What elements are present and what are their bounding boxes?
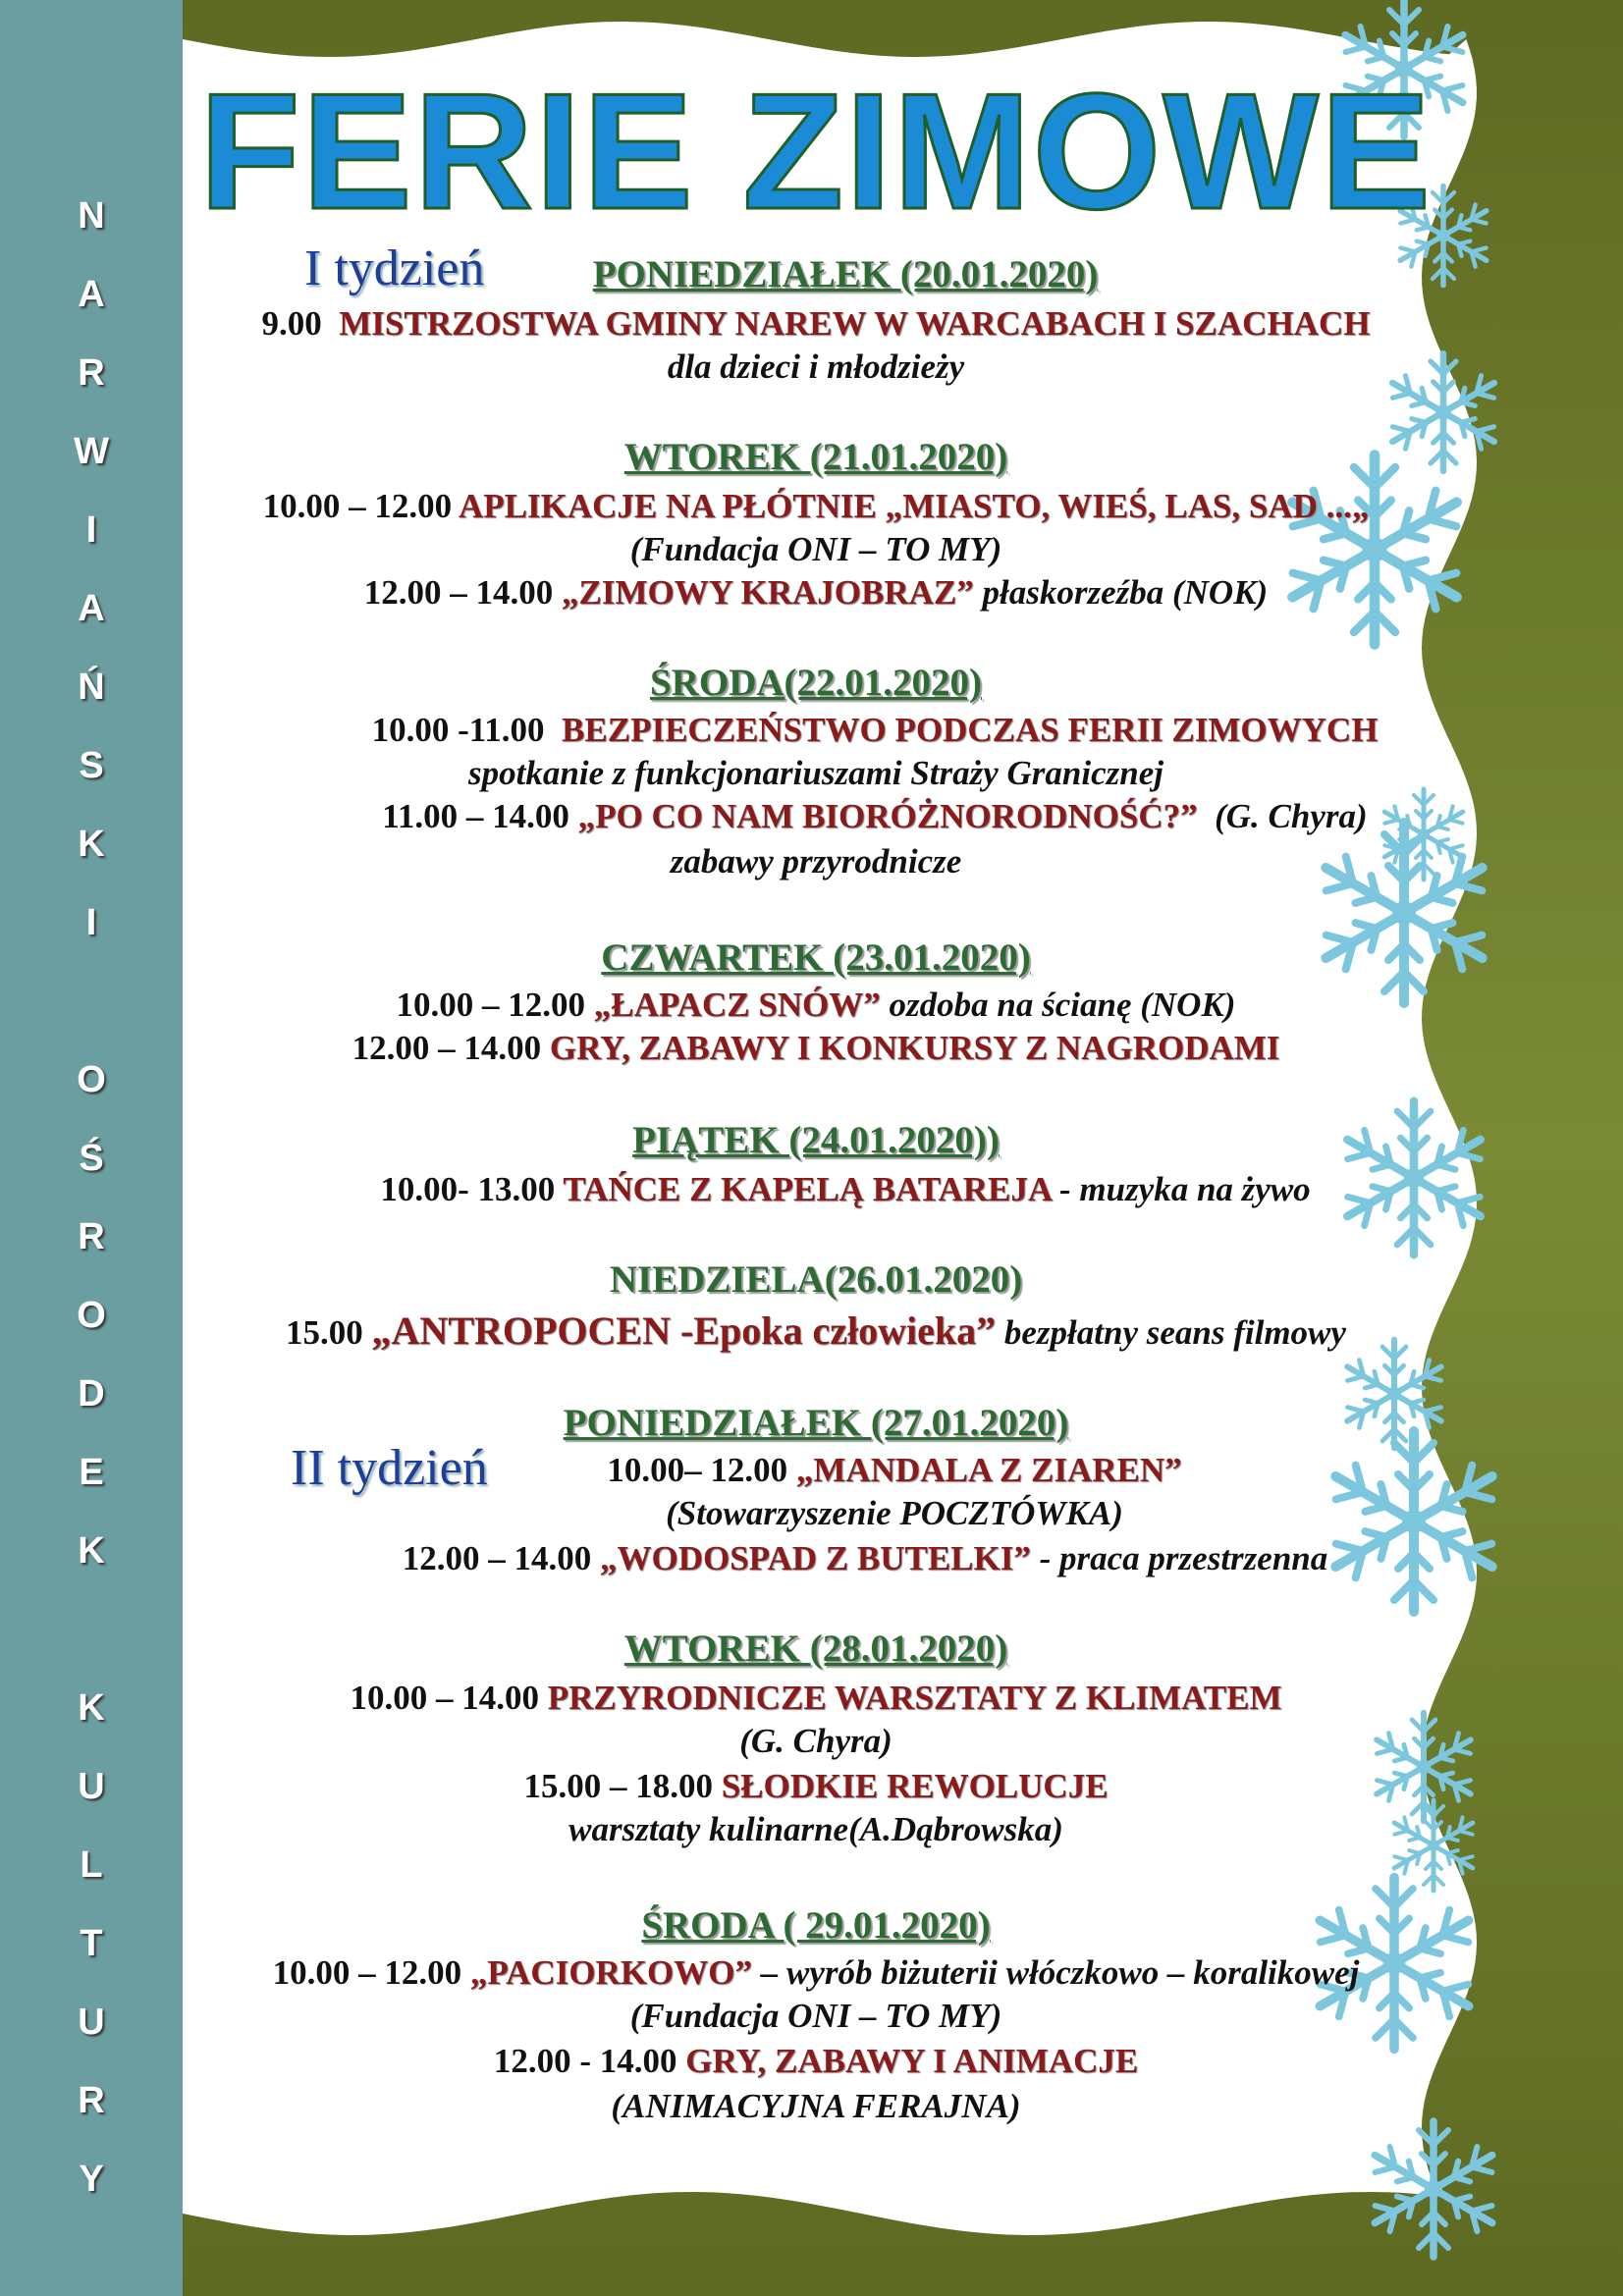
- event-row: 10.00 – 12.00 „PACIORKOWO” – wyrób biżuterii włóczkowo – koralikowej: [272, 1953, 1360, 1992]
- sidebar-letter: E: [79, 1452, 104, 1493]
- week-one-label: I tydzień: [304, 240, 485, 296]
- event-row: 11.00 – 14.00 „PO CO NAM BIORÓŻNORODNOŚĆ?” (G. Chyra): [382, 797, 1368, 835]
- sidebar-letter: Y: [79, 2159, 104, 2200]
- event-row: 10.00- 13.00 TAŃCE Z KAPELĄ BATAREJA - muzyka na żywo: [380, 1170, 1311, 1208]
- event-row: 12.00 – 14.00 „ZIMOWY KRAJOBRAZ” płaskorzeźba (NOK): [363, 573, 1269, 612]
- day-heading-tuesday-2: WTOREK (28.01.2020): [623, 1628, 1008, 1670]
- event-row: 12.00 – 14.00 „WODOSPAD Z BUTELKI” - praca przestrzenna: [402, 1539, 1328, 1577]
- event-row: 12.00 – 14.00 GRY, ZABAWY I KONKURSY Z NAGRODAMI: [352, 1029, 1280, 1067]
- sidebar-letter: D: [78, 1373, 105, 1415]
- sidebar-letter: I: [85, 509, 97, 551]
- sidebar-letter: U: [78, 2002, 105, 2043]
- sidebar-letter: L: [80, 1844, 103, 1886]
- sidebar-letter: O: [77, 1295, 106, 1336]
- event-row: 10.00 – 12.00 „ŁAPACZ SNÓW” ozdoba na ścianę (NOK): [396, 986, 1236, 1024]
- sidebar-letter: R: [78, 2080, 105, 2121]
- day-heading-monday-1: PONIEDZIAŁEK (20.01.2020): [592, 253, 1099, 295]
- sidebar-letter: U: [78, 1766, 105, 1807]
- sidebar-letter: K: [78, 1687, 105, 1729]
- day-heading-monday-2: PONIEDZIAŁEK (27.01.2020): [563, 1402, 1069, 1444]
- event-row: 10.00 -11.00 BEZPIECZEŃSTWO PODCZAS FERII ZIMOWYCH: [371, 711, 1379, 749]
- event-row: 10.00– 12.00 „MANDALA Z ZIAREN”: [607, 1451, 1182, 1489]
- event-row: 10.00 – 14.00 PRZYRODNICZE WARSZTATY Z KLIMATEM: [350, 1679, 1282, 1717]
- event-row: 12.00 - 14.00 GRY, ZABAWY I ANIMACJE: [493, 2042, 1139, 2080]
- sidebar-letter: O: [77, 1059, 106, 1100]
- sidebar-letter: Ś: [79, 1138, 104, 1179]
- sidebar-letter: K: [78, 1530, 105, 1572]
- week-two-label: II tydzień: [291, 1440, 488, 1496]
- day-heading-thursday: CZWARTEK (23.01.2020): [601, 936, 1031, 979]
- sidebar-letter: K: [78, 824, 105, 865]
- day-heading-sunday: NIEDZIELA(26.01.2020): [609, 1258, 1023, 1301]
- sidebar-letter: I: [85, 902, 97, 943]
- event-row: 10.00 – 12.00 APLIKACJE NA PŁÓTNIE „MIASTO, WIEŚ, LAS, SAD ...„: [262, 487, 1370, 525]
- sidebar-letter: W: [74, 431, 109, 472]
- day-heading-wednesday-2: ŚRODA ( 29.01.2020): [641, 1904, 991, 1947]
- sidebar-letter: Ń: [78, 667, 105, 708]
- day-heading-wednesday-1: ŚRODA(22.01.2020): [650, 662, 982, 704]
- event-row: 9.00 MISTRZOSTWA GMINY NAREW W WARCABACH I SZACHACH: [261, 304, 1371, 343]
- sidebar-letter: A: [78, 588, 105, 629]
- poster-content: FERIE ZIMOWE I tydzień PONIEDZIAŁEK (20.01.2020) 9.00 MISTRZOSTWA GMINY NAREW W WARCABACH I SZACHACH dla dzieci i młodzieży WTOREK (21.01.2020) 10.00 – 12.00 APLIKACJE NA PŁÓTNIE „MIASTO, WIEŚ, LAS, SAD ...„ (Fundacja ONI – TO MY) 12.00 – 14.00 „ZIMOWY KRAJOBRAZ” płaskorzeźba (NOK) ŚRODA(22.01.2020) 10.00 -11.00 BEZPIECZEŃSTWO PODCZAS FERII ZIMOWYCH spotkanie z funkcjonariuszami Straży Granicznej 11.00 – 14.00 „PO CO NAM BIORÓŻNORODNOŚĆ?” (G. Chyra) zabawy przyrodnicze CZWARTEK (23.01.2020) 10.00 – 12.00 „ŁAPACZ SNÓW” ozdoba na ścianę (NOK) 12.00 – 14.00 GRY, ZABAWY I KONKURSY Z NAGRODAMI PIĄTEK (24.01.2020)) 10.00- 13.00 TAŃCE Z KAPELĄ BATAREJA - muzyka na żywo NIEDZIELA(26.01.2020) 15.00 „ANTROPOCEN -Epoka człowieka” bezpłatny seans filmowy PONIEDZIAŁEK (27.01.2020) II tydzień 10.00– 12.00 „MANDALA Z ZIAREN” (Stowarzyszenie POCZTÓWKA) 12.00 – 14.00 „WODOSPAD Z BUTELKI” - praca przestrzenna WTOREK (28.01.2020) 10.00 – 14.00 PRZYRODNICZE WARSZTATY Z KLIMATEM (G. Chyra) 15.00 – 18.00 SŁODKIE REWOLUCJE warsztaty kulinarne(A.Dąbrowska) ŚRODA ( 29.01.2020) 10.00 – 12.00 „PACIORKOWO” – wyrób biżuterii włóczkowo – koralikowej (Fundacja ONI – TO MY) 12.00 - 14.00 GRY, ZABAWY I ANIMACJE (ANIMACYJNA FERAJNA): [183, 0, 1449, 2296]
- poster-title: FERIE ZIMOWE: [199, 59, 1433, 243]
- sidebar-letter: A: [78, 274, 105, 315]
- event-row: 15.00 „ANTROPOCEN -Epoka człowieka” bezpłatny seans filmowy: [286, 1308, 1346, 1353]
- sidebar-letter: N: [78, 195, 105, 237]
- event-row: 15.00 – 18.00 SŁODKIE REWOLUCJE: [523, 1767, 1109, 1805]
- day-heading-tuesday-1: WTOREK (21.01.2020): [623, 436, 1008, 478]
- sidebar-letter: R: [78, 352, 105, 394]
- sidebar-letter: R: [78, 1216, 105, 1257]
- sidebar-letter: S: [79, 745, 104, 786]
- day-heading-friday: PIĄTEK (24.01.2020)): [632, 1119, 1000, 1161]
- sidebar-letter: T: [80, 1923, 103, 1964]
